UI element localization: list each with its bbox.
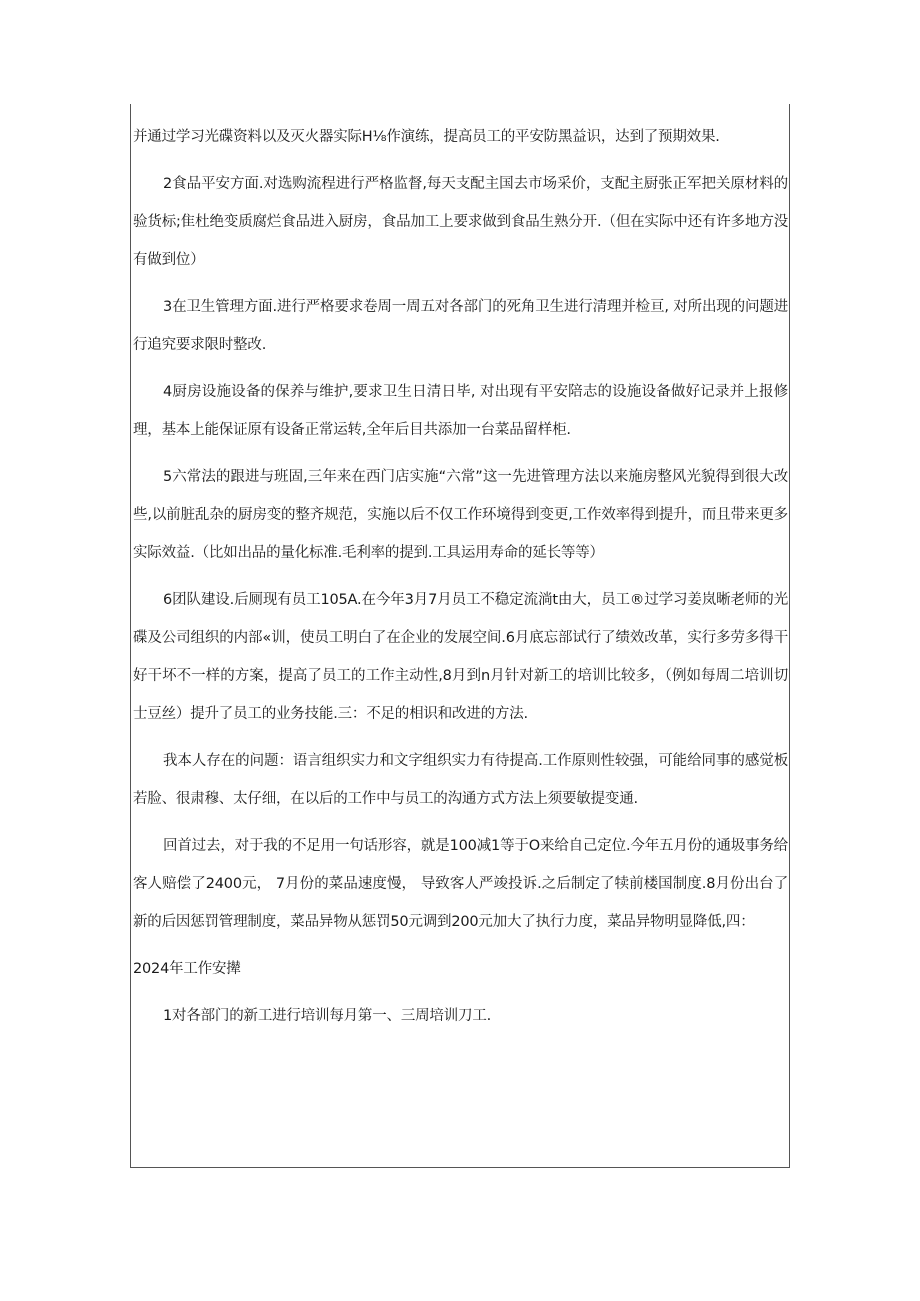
paragraph-six-constants-method: 5六常法的跟进与班固,三年来在西门店实施“六常”这一先进管理方法以来施房整风光貌得到很大改些,以前脏乱杂的厨房变的整齐规范，实施以后不仅工作环境得到变更,工作效率得到提升，而且带来更多实际效益.（比如出品的量化标准.毛利率的提到.工具运用寿命的延长等等） [133, 469, 788, 561]
paragraph-hygiene-management: 3在卫生管理方面.进行严格要求卷周一周五对各部门的死角卫生进行清理并检亘, 对所出现的问题进行追究要求限时整改. [133, 299, 788, 353]
paragraph-training-plan: 1对各部门的新工进行培训每月第一、三周培训刀工. [163, 1008, 492, 1024]
paragraph-personal-issues: 我本人存在的问题：语言组织实力和文字组织实力有待提高.工作原则性较强，可能给同事的感觉板若脸、很肃穆、太仔细，在以后的工作中与员工的沟通方式方法上须要敏提变通. [133, 753, 788, 807]
paragraph-equipment-maintenance: 4厨房设施设备的保养与维护,要求卫生日清日毕, 对出现有平安陪志的设施设备做好记录并上报修理，基本上能保证原有设备正常运转,全年后目共添加一台菜品留样柜. [133, 384, 788, 438]
paragraph-team-building: 6团队建设.后厕现有员工105A.在今年3月7月员工不稳定流淌t由大，员工®过学习姜岚晰老师的光碟及公司组织的内部«训，使员工明白了在企业的发展空间.6月底忘部试行了绩效改革，实行多劳多得干好干坏不一样的方案，提高了员工的工作主动性,8月到n月针对新工的培训比较多，（例如每周二培训切士豆丝）提升了员工的业务技能.三：不足的相识和改进的方法. [133, 592, 788, 722]
paragraph-fire-safety-training: 并通过学习光碟资料以及灭火器实际H⅛作演练，提高员工的平安防黑益识，达到了预期效果. [133, 129, 720, 145]
paragraph-food-safety: 2食品平安方面.对选购流程进行严格监督,每天支配主国去市场采价，支配主厨张正军把关原材料的验货标;隹杜绝变质腐烂食品进入厨房，食品加工上要求做到食品生熟分开.（但在实际中还有许多地方没有做到位） [133, 176, 788, 268]
section-heading-work-plan: 2024年工作安撵 [133, 961, 241, 977]
document-body [133, 118, 788, 1035]
paragraph-review-past: 回首过去，对于我的不足用一句话形容，就是100减1等于O来给自己定位.今年五月份的通圾事务给客人赔偿了2400元， 7月份的菜品速度慢， 导致客人严竣投诉.之后制定了犊前楼国制度.8月份出台了新的后因惩罚管理制度，菜品异物从惩罚50元调到200元加大了执行力度，菜品异物明显降低,四： [133, 838, 788, 930]
